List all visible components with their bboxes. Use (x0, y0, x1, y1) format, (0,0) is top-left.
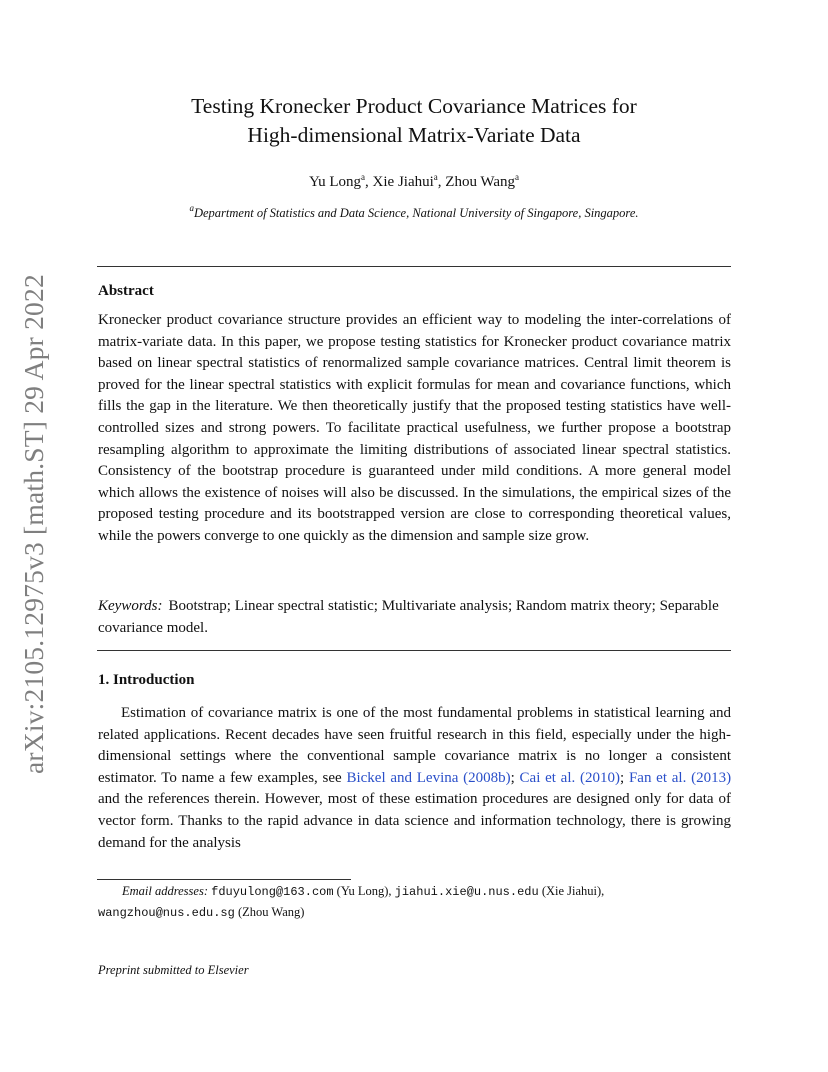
affiliation-mark: a (361, 172, 366, 182)
paper-title (98, 92, 730, 150)
email-address: jiahui.xie@u.nus.edu (394, 885, 539, 899)
title-line-2: High-dimensional Matrix-Variate Data (247, 123, 581, 147)
author-name: Xie Jiahui (372, 174, 434, 190)
email-footnote (98, 881, 731, 923)
affiliation-mark: a (515, 172, 520, 182)
title-line-1: Testing Kronecker Product Covariance Matrices for (191, 94, 637, 118)
abstract-top-rule (97, 266, 731, 267)
keywords-text: Bootstrap; Linear spectral statistic; Multivariate analysis; Random matrix theory; Separable covariance model. (98, 598, 719, 636)
author-list: Yu Long$^a$, Xie Jiahui$^a$, Zhou Wang$^a$ (308, 172, 520, 190)
citation-separator: ; (620, 769, 625, 786)
citation-link-fan[interactable]: Fan et al. (628, 769, 687, 786)
author-name: Yu Long (308, 174, 362, 190)
footnote-label: Email addresses: (122, 884, 208, 898)
email-address: wangzhou@nus.edu.sg (98, 906, 235, 920)
citation-link-fan-year[interactable]: (2013) (691, 769, 732, 786)
email-owner: (Xie Jiahui), (541, 884, 605, 898)
arxiv-identifier-stamp: arXiv:2105.12975v3 [math.ST] 29 Apr 2022 (18, 274, 49, 774)
keywords (98, 596, 731, 639)
preprint-notice: Preprint submitted to Elsevier (98, 963, 249, 977)
citation-link-cai-year[interactable]: (2010) (580, 769, 621, 786)
author-name: Zhou Wang (445, 174, 516, 190)
keywords-label: Keywords: (98, 598, 163, 614)
citation-separator: ; (510, 769, 515, 786)
introduction-paragraph (98, 703, 731, 854)
abstract-heading: Abstract (98, 283, 154, 299)
email-address: fduyulong@163.com (211, 885, 334, 899)
footnote-rule (97, 879, 351, 880)
citation-link-cai[interactable]: Cai et al. (519, 769, 576, 786)
affiliation-text: Department of Statistics and Data Science, National University of Singapore, Singapore. (193, 206, 639, 220)
affiliation-mark: a (189, 203, 194, 213)
affiliation (98, 204, 730, 222)
email-owner: (Zhou Wang) (237, 905, 305, 919)
affiliation-mark: a (433, 172, 438, 182)
section-heading-introduction: 1. Introduction (98, 672, 195, 688)
intro-text: and the references therein. However, most of these estimation procedures are designed only for data of vector form. Thanks to the rapid advance in data science and information technology, there is growing demand for the analysis (98, 791, 731, 851)
citation-link-bickel-levina[interactable]: Bickel and Levina (2008b) (346, 769, 511, 786)
intro-text: Estimation of covariance matrix is one of the most fundamental problems in statistical learning and related applications. Recent decades have seen fruitful research in this field, especially under the high-dimensional settings where the conventional sample covariance matrix is no longer a consistent estimator. To name a few examples, see (98, 705, 731, 786)
email-owner: (Yu Long), (336, 884, 392, 898)
abstract-text: Kronecker product covariance structure provides an efficient way to modeling the inter-correlations of matrix-variate data. In this paper, we propose testing statistics for Kronecker product covariance matrix based on linear spectral statistics of renormalized sample covariance matrices. Central limit theorem is proved for the linear spectral statistics with explicit formulas for mean and covariance functions, which fills the gap in the literature. We then theoretically justify that the proposed testing statistics have well-controlled sizes and strong powers. To facilitate practical usefulness, we further propose a bootstrap resampling algorithm to approximate the limiting distributions of associated linear spectral statistics. Consistency of the bootstrap procedure is guaranteed under mild conditions. A more general model which allows the existence of noises will also be discussed. In the simulations, the empirical sizes of the proposed testing procedure and its bootstrapped version are close to corresponding theoretical values, while the powers converge to one quickly as the dimension and sample size grow. (98, 312, 731, 544)
abstract-bottom-rule (97, 650, 731, 651)
